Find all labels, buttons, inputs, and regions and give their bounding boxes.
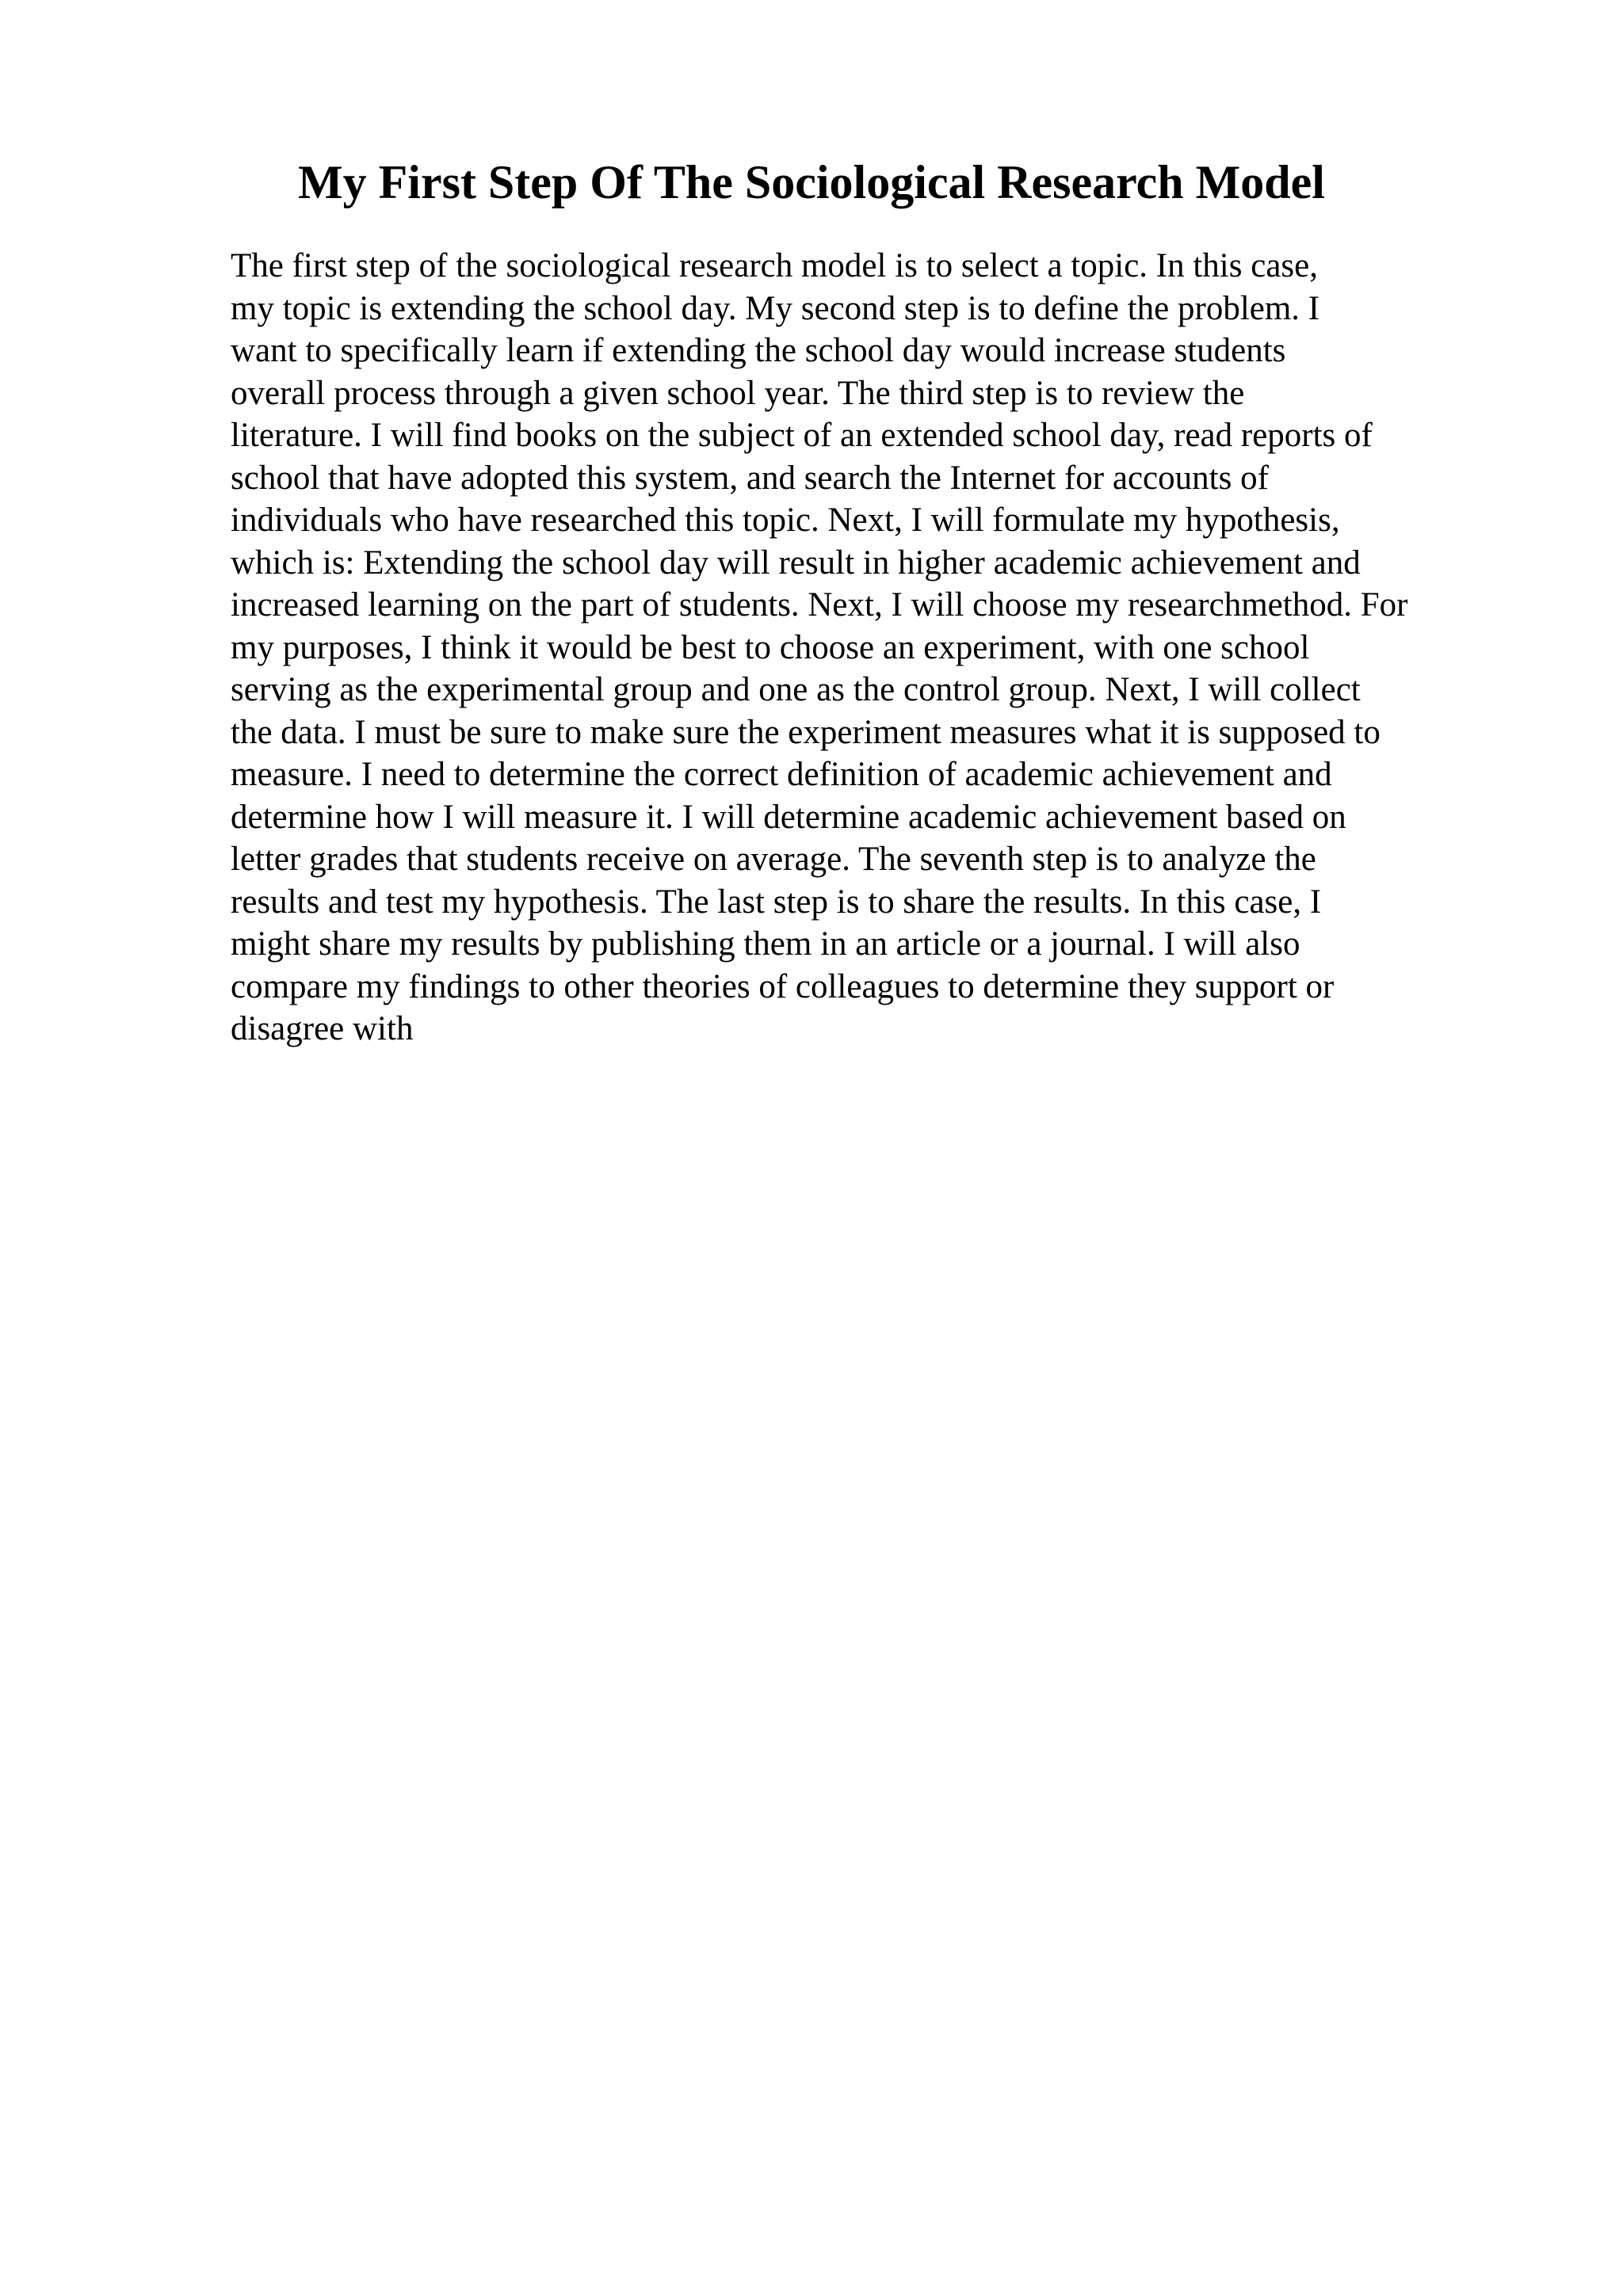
body-line: literature. I will find books on the subject of an extended school day, read reports of bbox=[231, 417, 1373, 454]
body-line: overall process through a given school year. The third step is to review the bbox=[231, 374, 1245, 412]
body-line: serving as the experimental group and one as the control group. Next, I will collect bbox=[231, 671, 1361, 708]
body-line: disagree with bbox=[231, 1010, 414, 1047]
document-title: My First Step Of The Sociological Research Model bbox=[298, 156, 1325, 208]
document-body bbox=[231, 245, 1530, 1051]
body-line: might share my results by publishing them in an article or a journal. I will also bbox=[231, 925, 1300, 963]
body-line: results and test my hypothesis. The last step is to share the results. In this case, I bbox=[231, 883, 1322, 921]
body-line: increased learning on the part of students. Next, I will choose my researchmethod. For bbox=[231, 586, 1408, 624]
body-line: measure. I need to determine the correct definition of academic achievement and bbox=[231, 756, 1332, 793]
body-line: school that have adopted this system, and search the Internet for accounts of bbox=[231, 459, 1269, 497]
body-line: letter grades that students receive on average. The seventh step is to analyze the bbox=[231, 841, 1316, 878]
body-line: my topic is extending the school day. My second step is to define the problem. I bbox=[231, 289, 1320, 327]
body-line: the data. I must be sure to make sure the experiment measures what it is supposed to bbox=[231, 713, 1381, 751]
body-line: determine how I will measure it. I will determine academic achievement based on bbox=[231, 798, 1346, 836]
body-line: my purposes, I think it would be best to choose an experiment, with one school bbox=[231, 628, 1310, 666]
body-line: want to specifically learn if extending the school day would increase students bbox=[231, 332, 1286, 369]
body-line: individuals who have researched this topic. Next, I will formulate my hypothesis, bbox=[231, 502, 1340, 539]
body-line: The first step of the sociological research model is to select a topic. In this case, bbox=[231, 247, 1318, 284]
body-line: which is: Extending the school day will result in higher academic achievement and bbox=[231, 543, 1361, 582]
body-line: compare my findings to other theories of colleagues to determine they support or bbox=[231, 967, 1335, 1005]
